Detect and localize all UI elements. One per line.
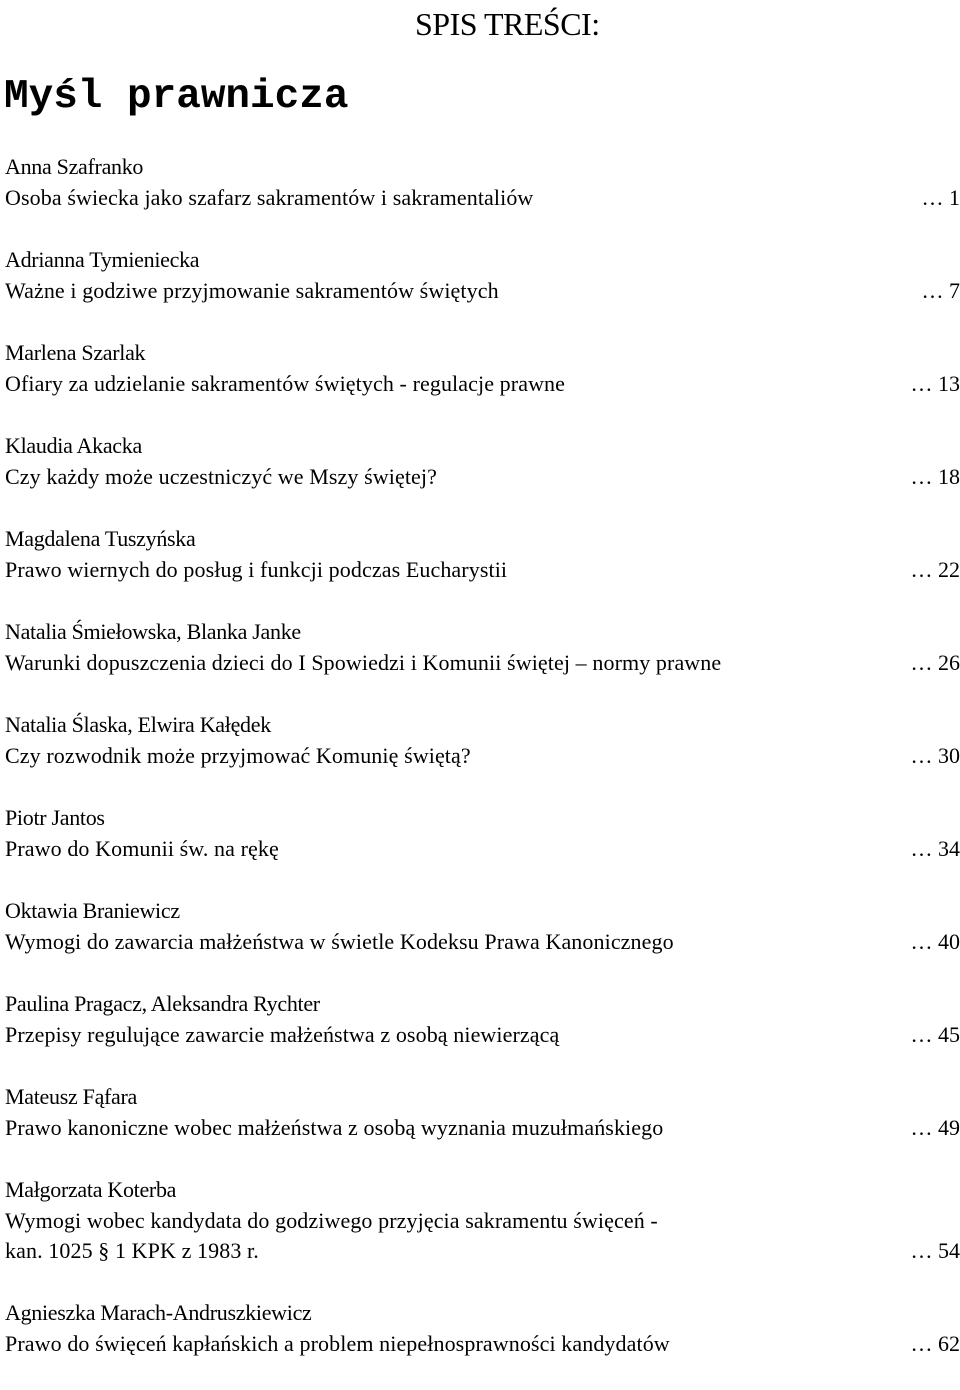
entry-page-number: … 13 (911, 368, 960, 400)
entry-author: Klaudia Akacka (5, 430, 142, 462)
toc-entry[interactable] (5, 244, 960, 337)
entry-author: Adrianna Tymieniecka (5, 244, 199, 276)
entry-page-number: … 54 (911, 1235, 960, 1267)
entry-title: Prawo kanoniczne wobec małżeństwa z osobą wyznania muzułmańskiego (5, 1112, 663, 1144)
entry-title-continuation: kan. 1025 § 1 KPK z 1983 r. (5, 1235, 259, 1267)
toc-entry[interactable] (5, 616, 960, 709)
entry-title: Wymogi wobec kandydata do godziwego przyjęcia sakramentu święceń - (5, 1205, 658, 1237)
toc-entry[interactable] (5, 709, 960, 802)
toc-entry[interactable] (5, 1297, 960, 1390)
entry-author: Agnieszka Marach-Andruszkiewicz (5, 1297, 312, 1329)
entry-title: Prawo wiernych do posług i funkcji podczas Eucharystii (5, 554, 507, 586)
entry-page-number: … 40 (911, 926, 960, 958)
entry-author: Anna Szafranko (5, 151, 143, 183)
toc-entry[interactable] (5, 1081, 960, 1174)
entry-page-number: … 7 (922, 275, 960, 307)
entry-author: Oktawia Braniewicz (5, 895, 180, 927)
toc-entry-list (5, 151, 960, 1390)
entry-title: Ważne i godziwe przyjmowanie sakramentów świętych (5, 275, 499, 307)
entry-author: Natalia Śmiełowska, Blanka Janke (5, 616, 301, 648)
entry-title: Prawo do święceń kapłańskich a problem niepełnosprawności kandydatów (5, 1328, 670, 1360)
entry-title: Wymogi do zawarcia małżeństwa w świetle Kodeksu Prawa Kanonicznego (5, 926, 674, 958)
entry-page-number: … 49 (911, 1112, 960, 1144)
entry-page-number: … 30 (911, 740, 960, 772)
entry-title: Ofiary za udzielanie sakramentów świętych - regulacje prawne (5, 368, 565, 400)
entry-title: Warunki dopuszczenia dzieci do I Spowiedzi i Komunii świętej – normy prawne (5, 647, 721, 679)
toc-entry[interactable] (5, 430, 960, 523)
entry-title: Osoba świecka jako szafarz sakramentów i sakramentaliów (5, 182, 533, 214)
toc-entry[interactable] (5, 523, 960, 616)
entry-page-number: … 26 (911, 647, 960, 679)
toc-entry[interactable] (5, 802, 960, 895)
entry-author: Piotr Jantos (5, 802, 105, 834)
entry-author: Magdalena Tuszyńska (5, 523, 195, 555)
entry-title: Prawo do Komunii św. na rękę (5, 833, 279, 865)
toc-entry[interactable] (5, 337, 960, 430)
entry-title: Czy rozwodnik może przyjmować Komunię świętą? (5, 740, 471, 772)
entry-author: Marlena Szarlak (5, 337, 145, 369)
toc-entry[interactable] (5, 1174, 960, 1297)
entry-page-number: … 22 (911, 554, 960, 586)
table-of-contents-heading: SPIS TREŚCI: (415, 4, 600, 44)
entry-page-number: … 18 (911, 461, 960, 493)
entry-page-number: … 34 (911, 833, 960, 865)
toc-entry[interactable] (5, 895, 960, 988)
toc-entry[interactable] (5, 151, 960, 244)
entry-author: Paulina Pragacz, Aleksandra Rychter (5, 988, 320, 1020)
entry-author: Małgorzata Koterba (5, 1174, 176, 1206)
entry-page-number: … 62 (911, 1328, 960, 1360)
entry-author: Natalia Ślaska, Elwira Kałędek (5, 709, 271, 741)
entry-title: Czy każdy może uczestniczyć we Mszy świętej? (5, 461, 437, 493)
entry-author: Mateusz Fąfara (5, 1081, 137, 1113)
entry-page-number: … 45 (911, 1019, 960, 1051)
toc-entry[interactable] (5, 988, 960, 1081)
entry-title: Przepisy regulujące zawarcie małżeństwa z osobą niewierzącą (5, 1019, 559, 1051)
entry-page-number: … 1 (922, 182, 960, 214)
journal-title: Myśl prawnicza (4, 72, 348, 122)
